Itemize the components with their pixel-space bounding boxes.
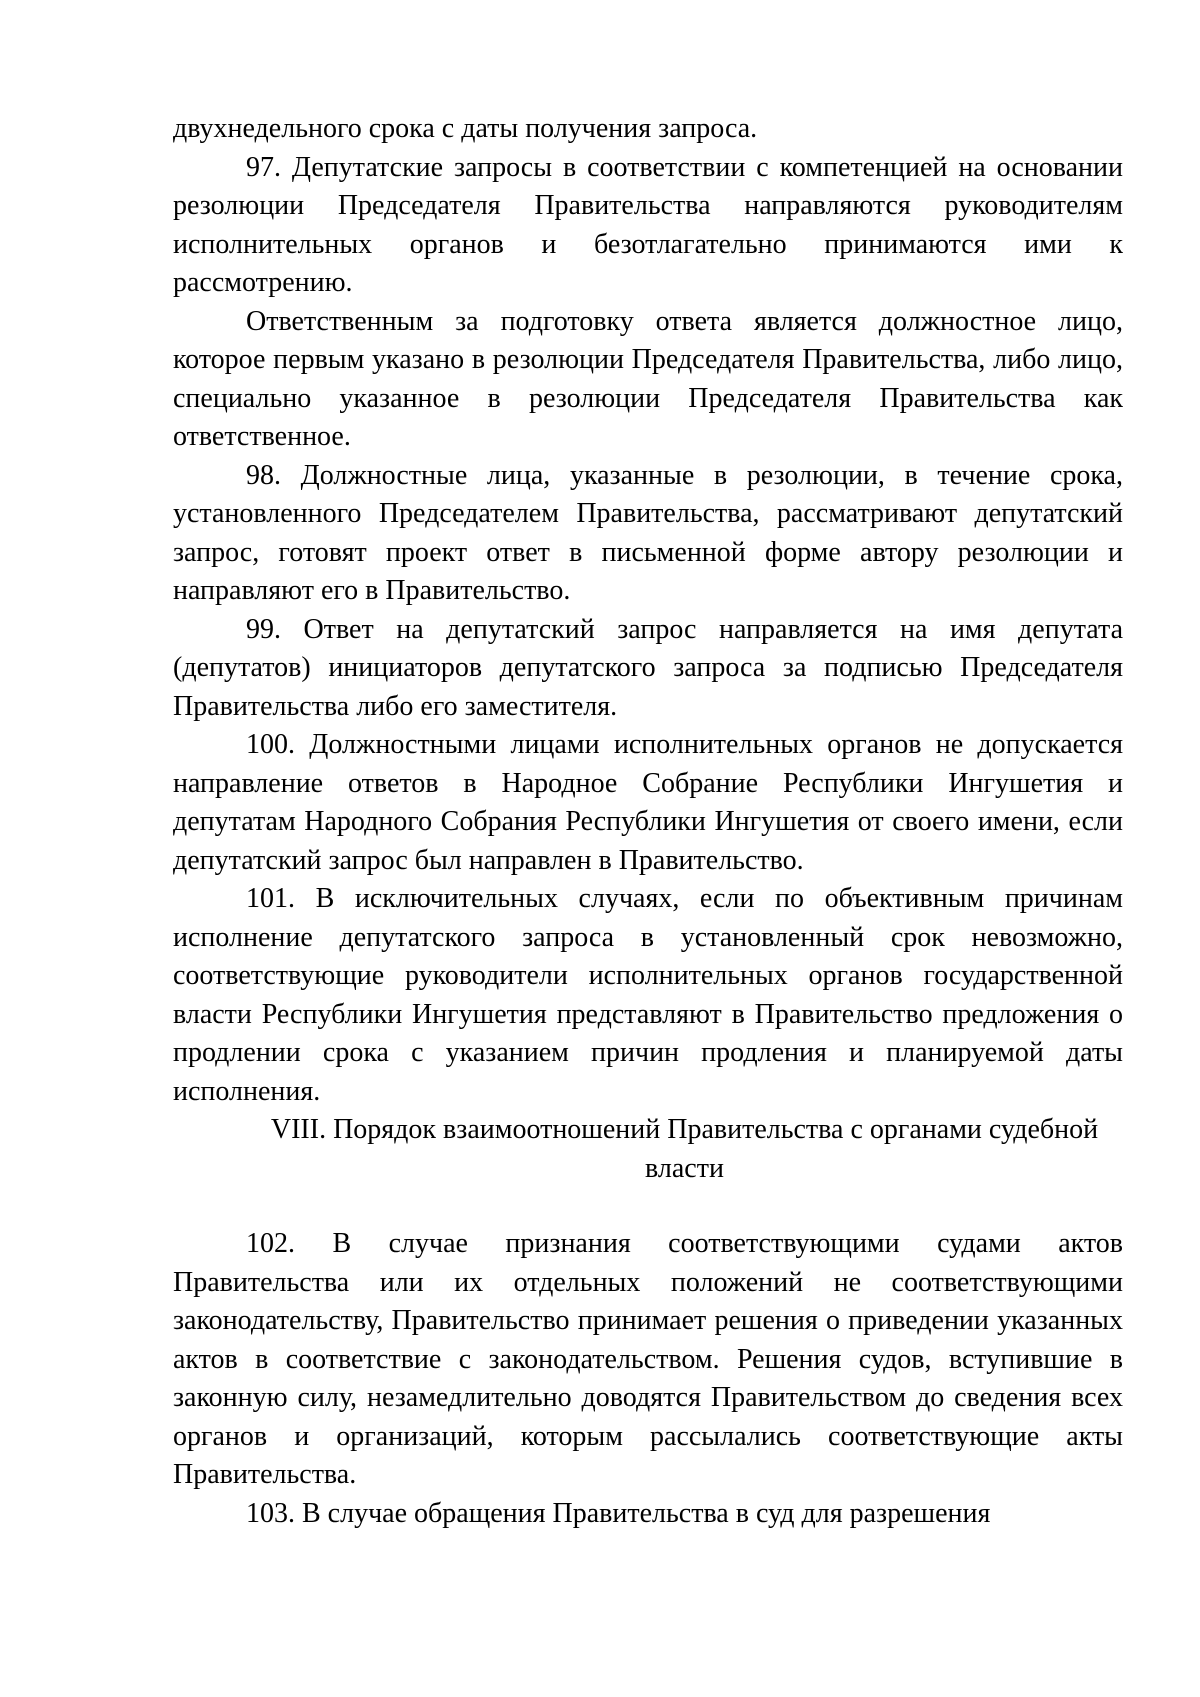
section-heading: VIII. Порядок взаимоотношений Правительства с органами судебной власти	[270, 1114, 1099, 1184]
paragraph-103: 103. В случае обращения Правительства в суд для разрешения	[246, 1497, 991, 1529]
paragraph-responsible-person: Ответственным за подготовку ответа является должностное лицо, которое первым указано в резолюции Председателя Правительства, либо лицо, специально указанное в резолюции Председателя Правительства как ответственное.	[173, 305, 1123, 452]
paragraph-99: 99. Ответ на депутатский запрос направляется на имя депутата (депутатов) инициаторов депутатского запроса за подписью Председателя Правительства либо его заместителя.	[173, 613, 1123, 722]
paragraph-101: 101. В исключительных случаях, если по объективным причинам исполнение депутатского запроса в установленный срок невозможно, соответствующие руководители исполнительных органов государственной власти Республики Ингушетия представляют в Правительство предложения о продлении срока с указанием причин продления и планируемой даты исполнения.	[173, 883, 1123, 1107]
paragraph-102: 102. В случае признания соответствующими судами актов Правительства или их отдельных положений не соответствующими законодательству, Правительство принимает решения о приведении указанных актов в соответствие с законодательством. Решения судов, вступившие в законную силу, незамедлительно доводятся Правительством до сведения всех органов и организаций, которым рассылались соответствующие акты Правительства.	[173, 1228, 1123, 1490]
paragraph-100: 100. Должностными лицами исполнительных органов не допускается направление ответов в Народное Собрание Республики Ингушетия и депутатам Народного Собрания Республики Ингушетия от своего имени, если депутатский запрос был направлен в Правительство.	[173, 729, 1123, 876]
paragraph-continuation: двухнедельного срока с даты получения запроса.	[173, 113, 758, 144]
document-page	[173, 110, 1123, 1533]
paragraph-97: 97. Депутатские запросы в соответствии с компетенцией на основании резолюции Председателя Правительства направляются руководителям исполнительных органов и безотлагательно принимаются ими к рассмотрению.	[173, 151, 1123, 298]
paragraph-98: 98. Должностные лица, указанные в резолюции, в течение срока, установленного Председателем Правительства, рассматривают депутатский запрос, готовят проект ответ в письменной форме автору резолюции и направляют его в Правительство.	[173, 459, 1123, 606]
